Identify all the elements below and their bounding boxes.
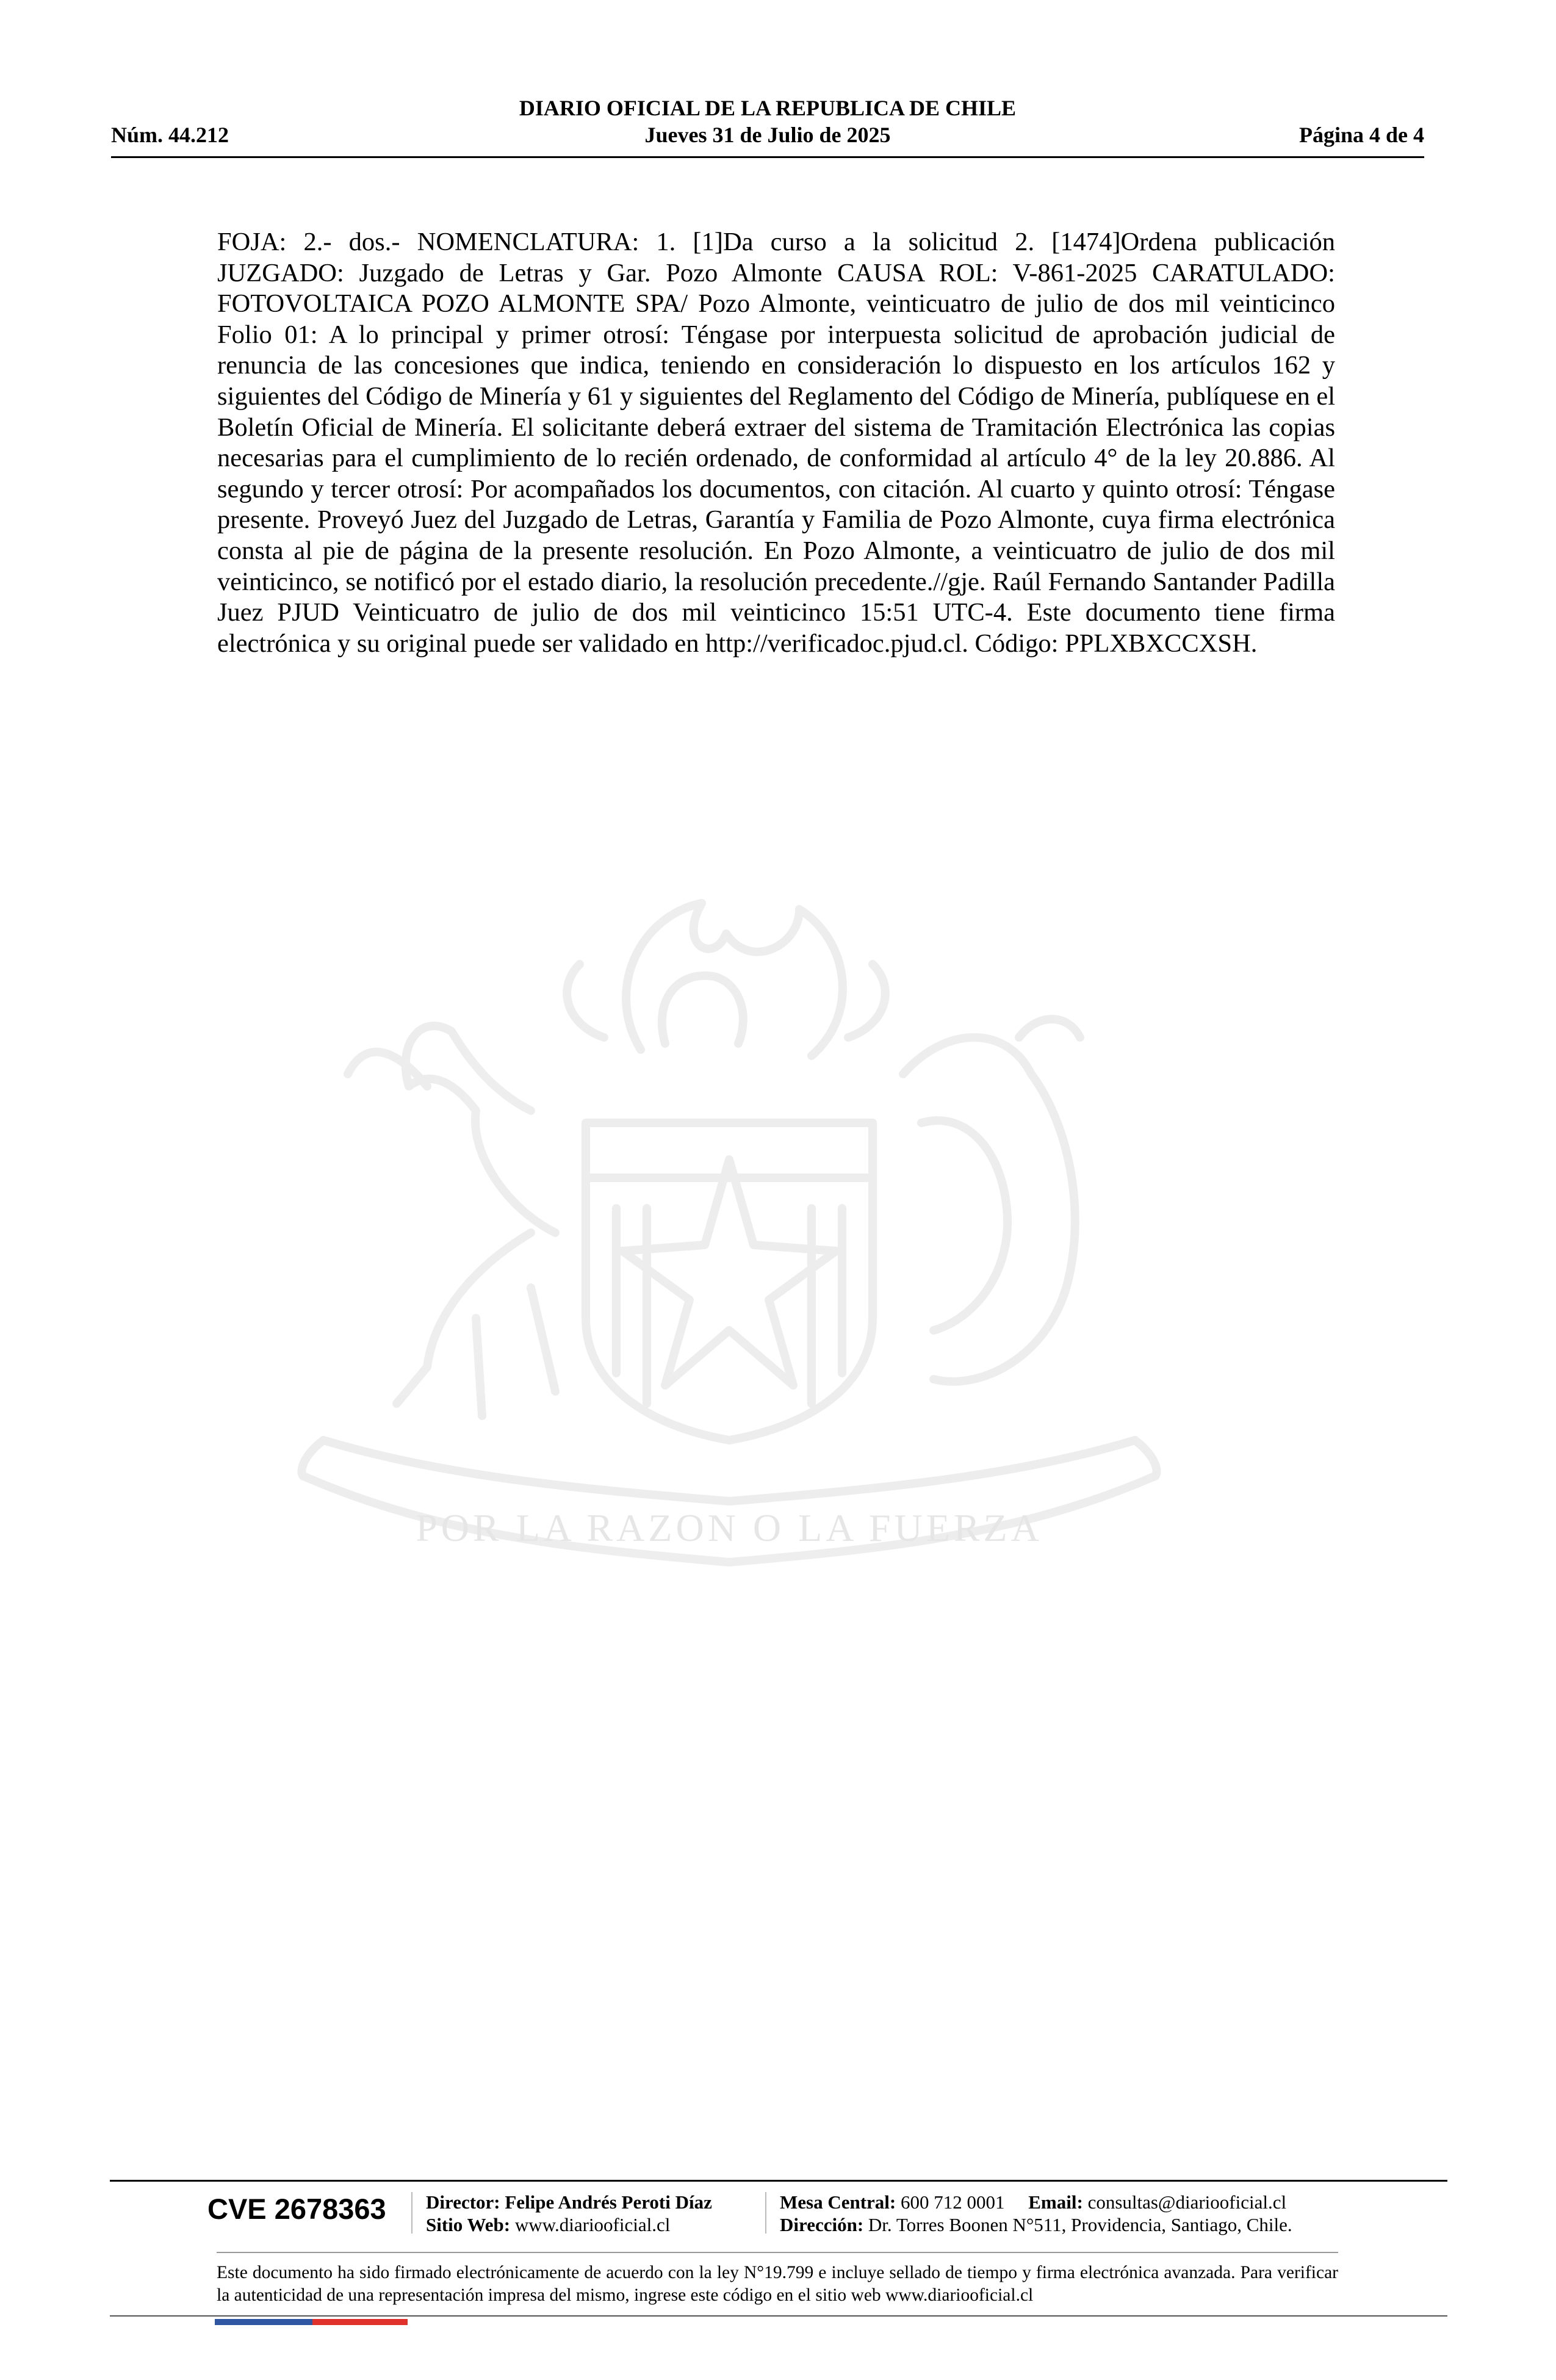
address-value: Dr. Torres Boonen N°511, Providencia, Santiago, Chile. [868,2214,1292,2235]
contact-line [780,2191,1286,2213]
page-header [111,93,1424,159]
director-label: Director: [426,2191,500,2213]
website-label: Sitio Web: [426,2214,511,2235]
website-line [426,2214,670,2236]
resolution-text: FOJA: 2.- dos.- NOMENCLATURA: 1. [1]Da curso a la solicitud 2. [1474]Ordena publicación JUZGADO: Juzgado de Letras y Gar. Pozo Almonte CAUSA ROL: V-861-2025 CARATULADO: FOTOVOLTAICA POZO ALMONTE SPA/ Pozo Almonte, veinticuatro de julio de dos mil veinticinco Folio 01: A lo principal y primer otrosí: Téngase por interpuesta solicitud de aprobación judicial de renuncia de las concesiones que indica, teniendo en consideración lo dispuesto en los artículos 162 y siguientes del Código de Minería y 61 y siguientes del Reglamento del Código de Minería, publíquese en el Boletín Oficial de Minería. El solicitante deberá extraer del sistema de Tramitación Electrónica las copias necesarias para el cumplimiento de lo recién ordenado, de conformidad al artículo 4° de la ley 20.886. Al segundo y tercer otrosí: Por acompañados los documentos, con citación. Al cuarto y quinto otrosí: Téngase presente. Proveyó Juez del Juzgado de Letras, Garantía y Familia de Pozo Almonte, cuya firma electrónica consta al pie de página de la presente resolución. En Pozo Almonte, a veinticuatro de julio de dos mil veinticinco, se notificó por el estado diario, la resolución precedente.//gje. Raúl Fernando Santander Padilla Juez PJUD Veinticuatro de julio de dos mil veinticinco 15:51 UTC-4. Este documento tiene firma electrónica y su original puede ser validado en http://verificadoc.pjud.cl. Código: PPLXBXCCXSH. [217,228,1335,658]
website-link[interactable]: www.diariooficial.cl [514,2214,671,2235]
issue-number: Núm. 44.212 [111,123,229,147]
mesa-phone: 600 712 0001 [901,2191,1005,2213]
address-label: Dirección: [780,2214,864,2235]
email-link[interactable]: consultas@diariooficial.cl [1087,2191,1287,2213]
cve-code: CVE 2678363 [207,2193,386,2225]
crest-motto: POR LA RAZON O LA FUERZA [416,1506,1043,1549]
director-name: Felipe Andrés Peroti Díaz [505,2191,712,2213]
footer-divider [110,2180,1447,2182]
coat-of-arms-watermark [214,891,1239,1660]
mesa-label: Mesa Central: [780,2191,896,2213]
email-label: Email: [1028,2191,1083,2213]
legal-notice: Este documento ha sido firmado electrónicamente de acuerdo con la ley N°19.799 e incluye sellado de tiempo y firma electrónica avanzada. Para verificar la autenticidad de una representación impresa del mismo, ingrese este código en el sitio web www.diariooficial.cl [217,2263,1338,2305]
page-indicator: Página 4 de 4 [1298,123,1424,147]
footer-separator [411,2192,412,2234]
flag-stripe-blue [215,2319,312,2325]
header-divider [111,156,1424,158]
issue-date: Jueves 31 de Julio de 2025 [644,123,891,147]
footer-separator [765,2192,766,2234]
newspaper-title: DIARIO OFICIAL DE LA REPUBLICA DE CHILE [519,96,1017,120]
flag-stripe-red [312,2319,408,2325]
footer-inner-divider [217,2252,1338,2253]
director-line [426,2191,712,2213]
address-line [780,2214,1292,2236]
footer-bottom-divider [110,2315,1447,2317]
